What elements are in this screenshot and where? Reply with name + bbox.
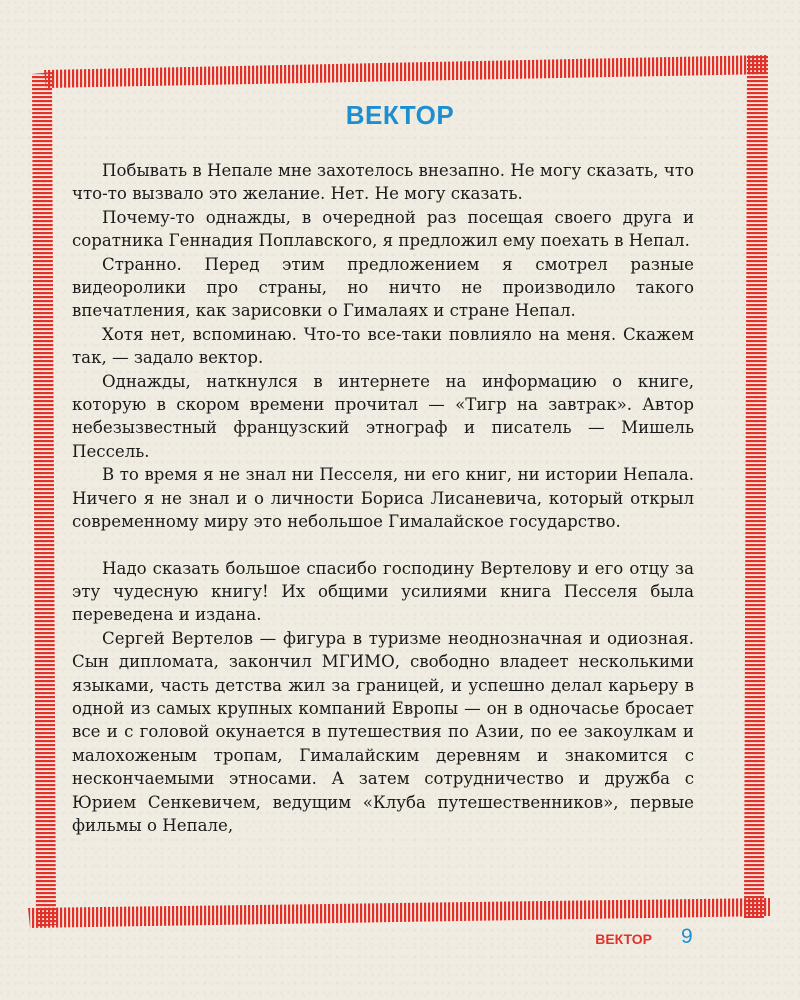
paragraph: Надо сказать большое спасибо господину Вертелову и его отцу за эту чудесную книгу! Их общими усилиями книга Песселя была переведена и издана. — [72, 558, 694, 625]
frame-left-band — [32, 72, 56, 927]
paragraph: Хотя нет, вспоминаю. Что-то все-таки повлияло на меня. Скажем так, — задало вектор. — [72, 324, 694, 368]
paragraph: Побывать в Непале мне захотелось внезапно. Не могу сказать, что что-то вызвало это желание. Нет. Не могу сказать. — [72, 161, 694, 204]
page-title: ВЕКТОР — [345, 100, 455, 130]
running-footer-title: ВЕКТОР — [595, 931, 652, 947]
frame-bottom-band — [28, 898, 770, 928]
paragraph: Сергей Вертелов — фигура в туризме неоднозначная и одиозная. Сын дипломата, закончил МГИМО, свободно владеет несколькими языками, часть детства жил за границей, и успешно делал карьеру в одной из самых крупных компаний Европы — он в одночасье бросает все и с головой окунается в путешествия по Азии, по ее закоулкам и малохоженым тропам, Гималайским деревням и знакомится с нескончаемыми этносами. А затем сотрудничество и дружба с Юрием Сенкевичем, ведущим «Клуба путешественников», первые фильмы о Непале, — [72, 628, 694, 835]
paragraph: В то время я не знал ни Песселя, ни его книг, ни истории Непала. Ничего я не знал и о личности Бориса Лисаневича, который открыл современному миру это небольшое Гималайское государство. — [72, 465, 694, 532]
paragraph: Однажды, наткнулся в интернете на информацию о книге, которую в скором времени прочитал — «Тигр на завтрак». Автор небезызвестный французский этнограф и писатель — Мишель Пессель. — [72, 371, 694, 461]
paragraph: Странно. Перед этим предложением я смотрел разные видеоролики про страны, но ничто не производило такого впечатления, как зарисовки о Гималаях и стране Непал. — [72, 254, 694, 321]
frame-top-band — [44, 55, 768, 88]
frame-right-band — [744, 56, 768, 918]
paragraph: Почему-то однажды, в очередной раз посещая своего друга и соратника Геннадия Поплавского, я предложил ему поехать в Непал. — [72, 207, 694, 251]
page-number: 9 — [681, 925, 693, 948]
body-text — [72, 159, 694, 837]
